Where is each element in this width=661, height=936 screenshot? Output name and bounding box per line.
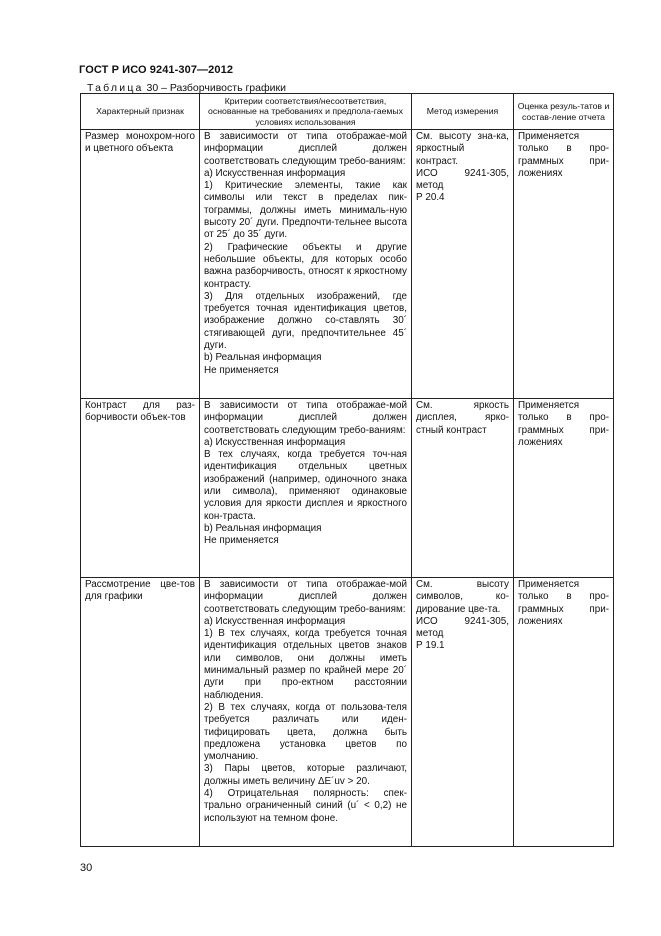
criteria-line: b) Реальная информация	[204, 522, 322, 534]
criteria-line: В зависимости от типа отображае-мой информации дисплей должен соответствовать следующим требо-ваниям:	[204, 579, 407, 615]
table-row	[81, 578, 614, 847]
table-row	[81, 399, 614, 578]
method-cell	[412, 399, 514, 578]
table-caption-title: 30 – Разборчивость графики	[143, 82, 286, 94]
criteria-line: 2) В тех случаях, когда от пользова-теля требуется различать или иден-тифицировать цвета, должна быть предложена установка цветов по умолчанию.	[204, 701, 407, 763]
header-report: Оценка резуль-татов и состав-ление отчета	[514, 94, 614, 130]
method-line: Р 20.4	[416, 192, 445, 204]
method-line: См. высоту зна-ка, яркостный контраст.	[416, 131, 509, 167]
method-cell	[412, 130, 514, 399]
method-line: См. высоту символов, ко-дирование цве-та.	[416, 579, 509, 615]
report-cell: Применяется только в про-граммных при-ложениях	[514, 578, 614, 847]
report-cell: Применяется только в про-граммных при-ложениях	[514, 399, 614, 578]
criteria-line: 4) Отрицательная полярность: спек-трально ограниченный синий (u´ < 0,2) не используют на темном фоне.	[204, 788, 407, 824]
criteria-cell	[200, 578, 412, 847]
criteria-line: b) Реальная информация	[204, 352, 322, 364]
method-line: См. яркость дисплея, ярко-стный контраст	[416, 400, 509, 436]
criteria-line: В тех случаях, когда требуется точ-ная идентификация отдельных цветных изображений (например, одиночного знака или символа), применяют одинаковые условия для яркости дисплея и яркостного кон-траста.	[204, 449, 407, 522]
criteria-line: a) Искусственная информация	[204, 615, 346, 627]
page-number: 30	[80, 862, 93, 874]
method-line: ИСО 9241-305, метод	[416, 615, 509, 640]
table-header-row	[81, 94, 614, 130]
criteria-line: 1) В тех случаях, когда требуется точная идентификация отдельных цветов знаков или символов, они должны иметь минимальный размер по крайней мере 20´ дуги при про-ектном расстоянии наблюдения.	[204, 628, 407, 701]
criteria-line: 3) Для отдельных изображений, где требуется точная идентификация цветов, изображение должно со-ставлять 30´ стягивающей дуги, предпочтительнее 45´ дуги.	[204, 290, 407, 352]
feature-cell: Рассмотрение цве-тов для графики	[81, 578, 200, 847]
criteria-line: 1) Критические элементы, такие как символы или текст в пределах пик-тограммы, должны иметь минималь-ную высоту 20´ дуги. Предпочти-тельнее высота от 25´ до 35´ дуги.	[204, 180, 407, 241]
criteria-line: 2) Графические объекты и другие небольшие объекты, для которых особо важна разборчивость, относят к яркостному контрасту.	[204, 241, 407, 290]
report-cell: Применяется только в про-граммных при-ложениях	[514, 130, 614, 399]
criteria-line: a) Искусственная информация	[204, 167, 346, 179]
table-caption-word: Таблица	[87, 82, 144, 94]
method-line: Р 19.1	[416, 640, 445, 652]
criteria-line: В зависимости от типа отображае-мой информации дисплей должен соответствовать следующим требо-ваниям:	[204, 131, 407, 167]
header-method: Метод измерения	[412, 94, 514, 130]
criteria-line: a) Искусственная информация	[204, 436, 346, 448]
table-row	[81, 130, 614, 399]
criteria-line: Не применяется	[204, 364, 279, 376]
criteria-line: 3) Пары цветов, которые различают, должны иметь величину ΔE´uv > 20.	[204, 763, 407, 787]
feature-cell: Размер монохром-ного и цветного объекта	[81, 130, 200, 399]
method-line: ИСО 9241-305, метод	[416, 167, 509, 192]
feature-cell: Контраст для раз-борчивости объек-тов	[81, 399, 200, 578]
header-criteria: Критерии соответствия/несоответствия, основанные на требованиях и предпола-гаемых условиях использования	[200, 94, 412, 130]
criteria-line: В зависимости от типа отображае-мой информации дисплей должен соответствовать следующим требо-ваниям:	[204, 400, 407, 436]
criteria-line: Не применяется	[204, 535, 279, 547]
method-cell	[412, 578, 514, 847]
document-header: ГОСТ Р ИСО 9241-307—2012	[79, 64, 234, 76]
header-feature: Характерный признак	[81, 94, 200, 130]
legibility-table	[80, 93, 614, 847]
criteria-cell	[200, 130, 412, 399]
criteria-cell	[200, 399, 412, 578]
